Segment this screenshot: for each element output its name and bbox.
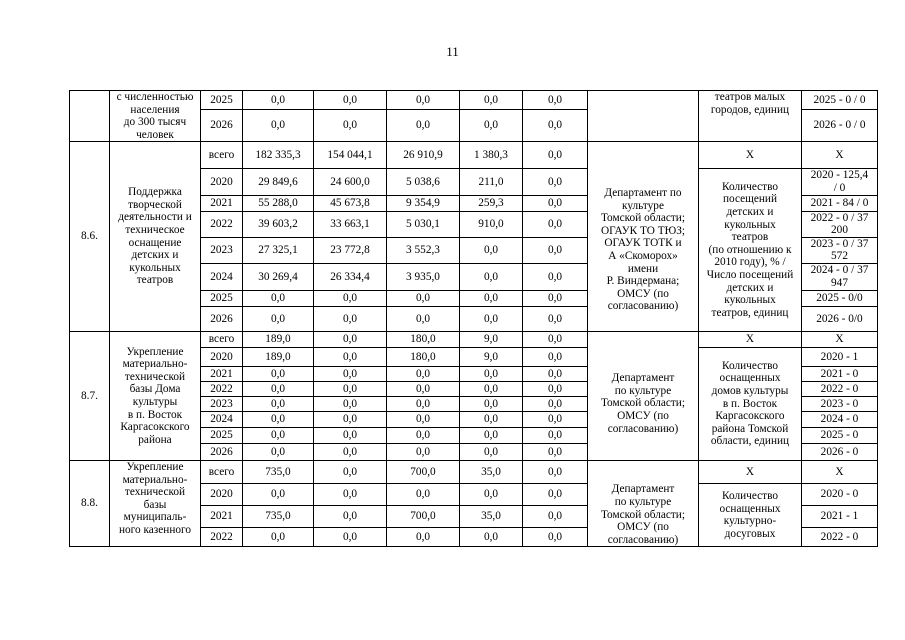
amount-cell: 0,0 [387, 528, 460, 547]
amount-cell: 0,0 [387, 110, 460, 142]
amount-cell: 180,0 [387, 331, 460, 347]
amount-cell: 0,0 [314, 528, 387, 547]
target-value-cell: 2022 - 0 / 37 200 [802, 211, 878, 237]
section-title: Поддержка творческой деятельности и техническое оснащение детских и кукольных театров [110, 142, 201, 332]
target-value-cell: 2025 - 0 / 0 [802, 91, 878, 110]
amount-cell: 0,0 [314, 331, 387, 347]
amount-cell: 0,0 [243, 396, 314, 411]
amount-cell: 30 269,4 [243, 263, 314, 290]
amount-cell: 39 603,2 [243, 211, 314, 237]
amount-cell: 0,0 [523, 396, 588, 411]
amount-cell: 0,0 [460, 110, 523, 142]
amount-cell: 182 335,3 [243, 142, 314, 169]
table-row [70, 331, 878, 347]
page-number: 11 [446, 44, 459, 59]
amount-cell: 0,0 [243, 483, 314, 505]
target-value-cell: 2021 - 1 [802, 506, 878, 528]
amount-cell: 0,0 [460, 443, 523, 460]
target-value-cell: 2022 - 0 [802, 528, 878, 547]
amount-cell: 910,0 [460, 211, 523, 237]
amount-cell: 0,0 [243, 411, 314, 427]
amount-cell: 5 038,6 [387, 169, 460, 195]
year-cell: 2026 [201, 110, 243, 142]
amount-cell: 9,0 [460, 331, 523, 347]
year-cell: 2021 [201, 195, 243, 211]
amount-cell: 0,0 [314, 290, 387, 306]
amount-cell: 0,0 [523, 443, 588, 460]
amount-cell: 0,0 [314, 427, 387, 443]
amount-cell: 45 673,8 [314, 195, 387, 211]
target-x-cell: Х [802, 331, 878, 347]
amount-cell: 0,0 [387, 366, 460, 381]
indicator-x-cell: Х [699, 331, 802, 347]
amount-cell: 211,0 [460, 169, 523, 195]
executor-cell [588, 91, 699, 142]
amount-cell: 0,0 [523, 211, 588, 237]
amount-cell: 0,0 [314, 396, 387, 411]
amount-cell: 700,0 [387, 460, 460, 483]
amount-cell: 0,0 [243, 290, 314, 306]
year-cell: 2020 [201, 483, 243, 505]
executor-cell: Департамент по культуре Томской области; ОМСУ (по согласованию) [588, 347, 699, 460]
table-row [70, 91, 878, 110]
year-cell: 2023 [201, 396, 243, 411]
target-value-cell: 2023 - 0 / 37 572 [802, 237, 878, 263]
program-table [69, 90, 878, 547]
year-cell: 2020 [201, 347, 243, 366]
year-cell: 2026 [201, 443, 243, 460]
amount-cell: 0,0 [314, 91, 387, 110]
year-cell: 2022 [201, 528, 243, 547]
target-value-cell: 2025 - 0/0 [802, 290, 878, 306]
amount-cell: 0,0 [314, 306, 387, 331]
amount-cell: 0,0 [387, 306, 460, 331]
amount-cell: 0,0 [314, 443, 387, 460]
amount-cell: 0,0 [523, 331, 588, 347]
amount-cell: 0,0 [523, 506, 588, 528]
amount-cell: 0,0 [460, 290, 523, 306]
year-cell: всего [201, 460, 243, 483]
amount-cell: 0,0 [523, 110, 588, 142]
target-value-cell: 2022 - 0 [802, 381, 878, 396]
amount-cell: 26 910,9 [387, 142, 460, 169]
amount-cell: 0,0 [243, 366, 314, 381]
amount-cell: 0,0 [523, 483, 588, 505]
amount-cell: 0,0 [387, 381, 460, 396]
amount-cell: 0,0 [314, 347, 387, 366]
target-value-cell: 2026 - 0 [802, 443, 878, 460]
target-value-cell: 2021 - 84 / 0 [802, 195, 878, 211]
year-cell: 2022 [201, 381, 243, 396]
year-cell: всего [201, 142, 243, 169]
year-cell: всего [201, 331, 243, 347]
target-value-cell: 2021 - 0 [802, 366, 878, 381]
section-number: 8.8. [70, 460, 110, 546]
year-cell: 2025 [201, 91, 243, 110]
amount-cell: 3 552,3 [387, 237, 460, 263]
amount-cell: 24 600,0 [314, 169, 387, 195]
amount-cell: 0,0 [460, 237, 523, 263]
year-cell: 2021 [201, 506, 243, 528]
year-cell: 2022 [201, 211, 243, 237]
target-value-cell: 2023 - 0 [802, 396, 878, 411]
amount-cell: 0,0 [387, 396, 460, 411]
amount-cell: 0,0 [314, 460, 387, 483]
amount-cell: 0,0 [243, 306, 314, 331]
amount-cell: 29 849,6 [243, 169, 314, 195]
indicator-x-cell: Х [699, 460, 802, 483]
amount-cell: 9,0 [460, 347, 523, 366]
amount-cell: 55 288,0 [243, 195, 314, 211]
amount-cell: 0,0 [387, 290, 460, 306]
amount-cell: 189,0 [243, 347, 314, 366]
year-cell: 2023 [201, 237, 243, 263]
year-cell: 2025 [201, 290, 243, 306]
indicator-cell: Количество посещений детских и кукольных театров (по отношению к 2010 году), % / Число посещений детских и кукольных театров, единиц [699, 169, 802, 332]
executor-cell [588, 142, 699, 169]
amount-cell: 735,0 [243, 460, 314, 483]
executor-cell [588, 331, 699, 347]
amount-cell: 0,0 [243, 528, 314, 547]
table-row [70, 142, 878, 169]
amount-cell: 0,0 [460, 396, 523, 411]
amount-cell: 0,0 [243, 110, 314, 142]
target-value-cell: 2025 - 0 [802, 427, 878, 443]
amount-cell: 180,0 [387, 347, 460, 366]
amount-cell: 1 380,3 [460, 142, 523, 169]
amount-cell: 0,0 [523, 142, 588, 169]
amount-cell: 189,0 [243, 331, 314, 347]
indicator-cell: театров малых городов, единиц [699, 91, 802, 142]
amount-cell: 0,0 [523, 306, 588, 331]
amount-cell: 0,0 [460, 483, 523, 505]
section-number: 8.6. [70, 142, 110, 332]
amount-cell: 0,0 [314, 366, 387, 381]
executor-cell: Департамент по культуре Томской области; ОГАУК ТО ТЮЗ; ОГАУК ТОТК и А «Скоморох» имени Р. Виндермана; ОМСУ (по согласованию) [588, 169, 699, 332]
amount-cell: 735,0 [243, 506, 314, 528]
amount-cell: 0,0 [523, 290, 588, 306]
target-value-cell: 2020 - 125,4 / 0 [802, 169, 878, 195]
amount-cell: 0,0 [523, 169, 588, 195]
amount-cell: 0,0 [460, 263, 523, 290]
indicator-cell: Количество оснащенных культурно- досуговых [699, 483, 802, 546]
target-x-cell: Х [802, 460, 878, 483]
amount-cell: 0,0 [314, 381, 387, 396]
amount-cell: 0,0 [523, 263, 588, 290]
table-row [70, 460, 878, 483]
target-value-cell: 2024 - 0 [802, 411, 878, 427]
amount-cell: 0,0 [387, 483, 460, 505]
year-cell: 2021 [201, 366, 243, 381]
indicator-cell: Количество оснащенных домов культуры в п. Восток Каргасокского района Томской области, единиц [699, 347, 802, 460]
amount-cell: 5 030,1 [387, 211, 460, 237]
year-cell: 2026 [201, 306, 243, 331]
amount-cell: 27 325,1 [243, 237, 314, 263]
amount-cell: 0,0 [523, 427, 588, 443]
section-title: Укрепление материально- технической базы муниципаль- ного казенного [110, 460, 201, 546]
amount-cell: 0,0 [387, 427, 460, 443]
amount-cell: 0,0 [460, 411, 523, 427]
amount-cell: 0,0 [523, 381, 588, 396]
amount-cell: 0,0 [460, 306, 523, 331]
year-cell: 2024 [201, 411, 243, 427]
amount-cell: 23 772,8 [314, 237, 387, 263]
amount-cell: 0,0 [460, 91, 523, 110]
amount-cell: 0,0 [314, 110, 387, 142]
amount-cell: 0,0 [314, 506, 387, 528]
amount-cell: 35,0 [460, 506, 523, 528]
amount-cell: 33 663,1 [314, 211, 387, 237]
amount-cell: 0,0 [243, 381, 314, 396]
year-cell: 2020 [201, 169, 243, 195]
amount-cell: 0,0 [523, 237, 588, 263]
executor-cell: Департамент по культуре Томской области; ОМСУ (по согласованию) [588, 483, 699, 546]
amount-cell: 35,0 [460, 460, 523, 483]
target-value-cell: 2026 - 0 / 0 [802, 110, 878, 142]
amount-cell: 0,0 [460, 381, 523, 396]
target-value-cell: 2024 - 0 / 37 947 [802, 263, 878, 290]
year-cell: 2024 [201, 263, 243, 290]
section-number: 8.7. [70, 331, 110, 460]
target-x-cell: Х [802, 142, 878, 169]
amount-cell: 9 354,9 [387, 195, 460, 211]
amount-cell: 0,0 [523, 91, 588, 110]
amount-cell: 0,0 [387, 443, 460, 460]
amount-cell: 26 334,4 [314, 263, 387, 290]
amount-cell: 0,0 [387, 91, 460, 110]
executor-cell [588, 460, 699, 483]
target-value-cell: 2026 - 0/0 [802, 306, 878, 331]
amount-cell: 3 935,0 [387, 263, 460, 290]
amount-cell: 0,0 [460, 427, 523, 443]
amount-cell: 154 044,1 [314, 142, 387, 169]
target-value-cell: 2020 - 0 [802, 483, 878, 505]
amount-cell: 0,0 [460, 366, 523, 381]
year-cell: 2025 [201, 427, 243, 443]
amount-cell: 0,0 [523, 460, 588, 483]
target-value-cell: 2020 - 1 [802, 347, 878, 366]
amount-cell: 0,0 [243, 427, 314, 443]
amount-cell: 0,0 [387, 411, 460, 427]
section-title: с численностью населения до 300 тысяч человек [110, 91, 201, 142]
amount-cell: 0,0 [243, 443, 314, 460]
section-number [70, 91, 110, 142]
amount-cell: 0,0 [523, 347, 588, 366]
amount-cell: 0,0 [523, 528, 588, 547]
amount-cell: 0,0 [460, 528, 523, 547]
amount-cell: 0,0 [243, 91, 314, 110]
amount-cell: 259,3 [460, 195, 523, 211]
amount-cell: 0,0 [314, 483, 387, 505]
section-title: Укрепление материально- технической базы Дома культуры в п. Восток Каргасокского района [110, 331, 201, 460]
amount-cell: 0,0 [523, 411, 588, 427]
indicator-x-cell: Х [699, 142, 802, 169]
amount-cell: 0,0 [523, 195, 588, 211]
amount-cell: 0,0 [523, 366, 588, 381]
amount-cell: 0,0 [314, 411, 387, 427]
amount-cell: 700,0 [387, 506, 460, 528]
